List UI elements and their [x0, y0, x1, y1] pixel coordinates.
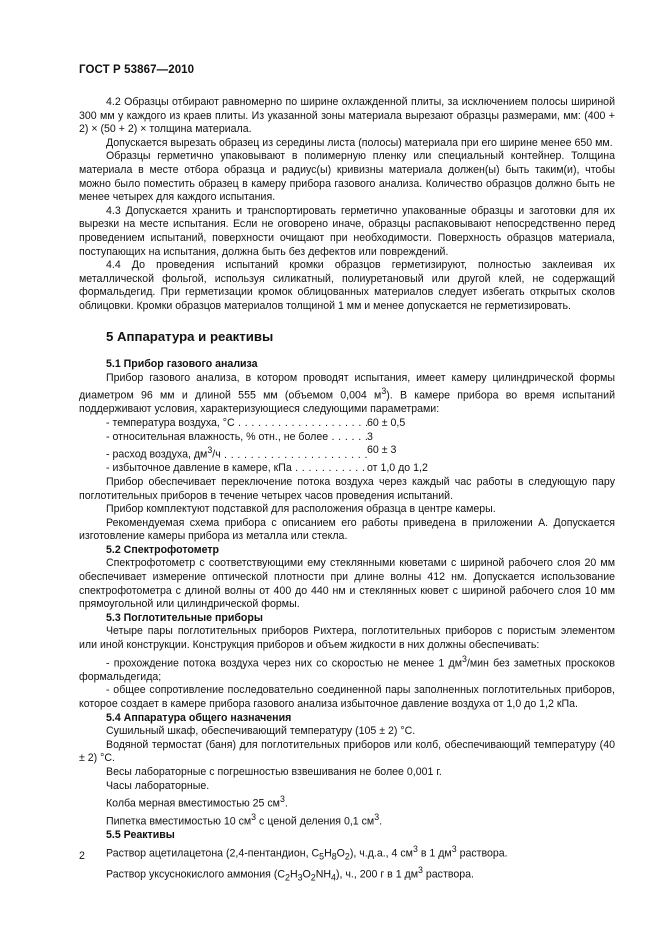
subsection-5-5-heading: 5.5 Реактивы: [106, 829, 175, 842]
subsection-5-2-heading: 5.2 Спектрофотометр: [106, 543, 220, 556]
paragraph-5-1-scheme: Рекомендуемая схема прибора с описанием его работы приведена в приложении А. Допускается изготовление камеры прибора из металла или стекла.: [79, 516, 615, 543]
param-humidity: - относительная влажность, % отн., не более . . . 3: [79, 431, 615, 445]
param-temperature: - температура воздуха, °С . . . 60 ± 0,5: [79, 417, 615, 431]
paragraph-5-4-oven: Сушильный шкаф, обеспечивающий температуру (105 ± 2) °С.: [106, 725, 416, 738]
param-air-flow: - расход воздуха, $дм^3/ч$ . . . 60 ± 3: [79, 444, 615, 462]
paragraph-4-4: 4.4 До проведения испытаний кромки образцов герметизируют, полностью заклеивая их металлической фольгой, используя силикатный, полиуретановый или другой клей, не содержащий формальдегид. При герметизации кромок облицованных материалов следует избегать открытых сколов облицовки. Кромки образцов материалов толщиной 1 мм и менее допускается не герметизировать.: [79, 259, 615, 312]
paragraph-4-2-packing: Образцы герметично упаковывают в полимерную пленку или специальный контейнер. Толщина материала в месте отбора образца и радиус(ы) кривизны материала должен(ы) быть таким(и), чтобы можно было поместить образец в камеру прибора газового анализа. Количество образцов должно быть не менее четырех для каждого испытания.: [79, 150, 615, 204]
paragraph-5-1: Прибор газового анализа, в котором проводят испытания, имеет камеру цилиндрической формы диаметром 96 мм и длиной 555 мм (объемом 0,004 $м^3$). В камере прибора во время испытаний поддерживают условия, характеризующиеся следующими параметрами:: [79, 371, 615, 416]
section-5-heading: 5 Аппаратура и реактивы: [106, 328, 274, 344]
paragraph-5-1-switching: Прибор обеспечивает переключение потока воздуха через каждый час работы в следующую пару поглотительных приборов в течение четырех часов проведения испытаний.: [79, 475, 615, 502]
standard-header: ГОСТ Р 53867—2010: [79, 64, 195, 76]
paragraph-5-1-stand: Прибор комплектуют подставкой для расположения образца в центре камеры.: [106, 503, 496, 516]
paragraph-5-4-scales: Весы лабораторные с погрешностью взвешивания не более 0,001 г.: [106, 765, 442, 778]
subsection-5-3-heading: 5.3 Поглотительные приборы: [106, 611, 263, 624]
document-body: [79, 96, 615, 885]
paragraph-5-3-resistance: - общее сопротивление последовательно соединенной пары заполненных поглотительных приборов, которое создает в камере прибора газового анализа избыточное давление воздуха от 1,0 до 1,2 кПа.: [79, 684, 615, 710]
paragraph-5-4-clock: Часы лабораторные.: [106, 779, 210, 792]
paragraph-5-4-flask: Колба мерная вместимостью 25 $см^3$.: [106, 794, 288, 810]
paragraph-5-3-flow: - прохождение потока воздуха через них со скоростью не менее 1 $дм^3$/мин без заметных проскоков формальдегида;: [79, 653, 615, 683]
paragraph-5-5-ammonium-acetate: Раствор уксуснокислого аммония $(C_2H_3O_2NH_4)$, ч., 200 г в 1 $дм^3$ раствора.: [106, 865, 474, 883]
paragraph-4-2: 4.2 Образцы отбирают равномерно по ширине охлажденной плиты, за исключением полосы шириной 300 мм у каждого из краев плиты. Из указанной зоны материала вырезают образцы размерами, мм: (400 + 2) × (50 + 2) × толщина материала.: [79, 96, 615, 136]
paragraph-5-4-thermostat: Водяной термостат (баня) для поглотительных приборов или колб, обеспечивающий температуру (40 ± 2) °С.: [79, 738, 615, 765]
paragraph-5-5-acetylacetone: Раствор ацетилацетона (2,4-пентандион, $C_5H_8O_2$), ч.д.а., 4 $см^3$ в 1 $дм^3$ раствора.: [106, 843, 508, 862]
paragraph-5-3: Четыре пары поглотительных приборов Рихтера, поглотительных приборов с пористым элементом или иной конструкции. Конструкция приборов и объем жидкости в них должны обеспечивать:: [79, 625, 615, 652]
paragraph-4-3: 4.3 Допускается хранить и транспортировать герметично упакованные образцы и заготовки для их вырезки на месте испытания. Если не оговорено иначе, образцы распаковывают непосредственно перед проведением испытаний, поверхности очищают при необходимости. Поверхность образцов материала, поступающих на испытания, должна быть без дефектов или повреждений.: [79, 204, 615, 258]
subsection-5-4-heading: 5.4 Аппаратура общего назначения: [106, 711, 292, 724]
param-pressure: - избыточное давление в камере, кПа . . . от 1,0 до 1,2: [79, 462, 615, 476]
paragraph-4-2-width: Допускается вырезать образец из середины листа (полосы) материала при его ширине менее 650 мм.: [106, 136, 613, 149]
paragraph-5-2: Спектрофотометр с соответствующими ему стеклянными кюветами с шириной рабочего слоя 20 мм обеспечивает измерение оптической плотности при длине волны 412 нм. Допускается использование спектрофотометра с длиной волны от 400 до 440 нм и стеклянных кювет с шириной рабочего слоя 10 мм прямоугольной или цилиндрической формы.: [79, 557, 615, 611]
subsection-5-1-heading: 5.1 Прибор газового анализа: [106, 358, 258, 371]
page-number: 2: [79, 850, 85, 862]
paragraph-5-4-pipette: Пипетка вместимостью 10 $см^3$ с ценой деления 0,1 $см^3$.: [106, 812, 383, 828]
